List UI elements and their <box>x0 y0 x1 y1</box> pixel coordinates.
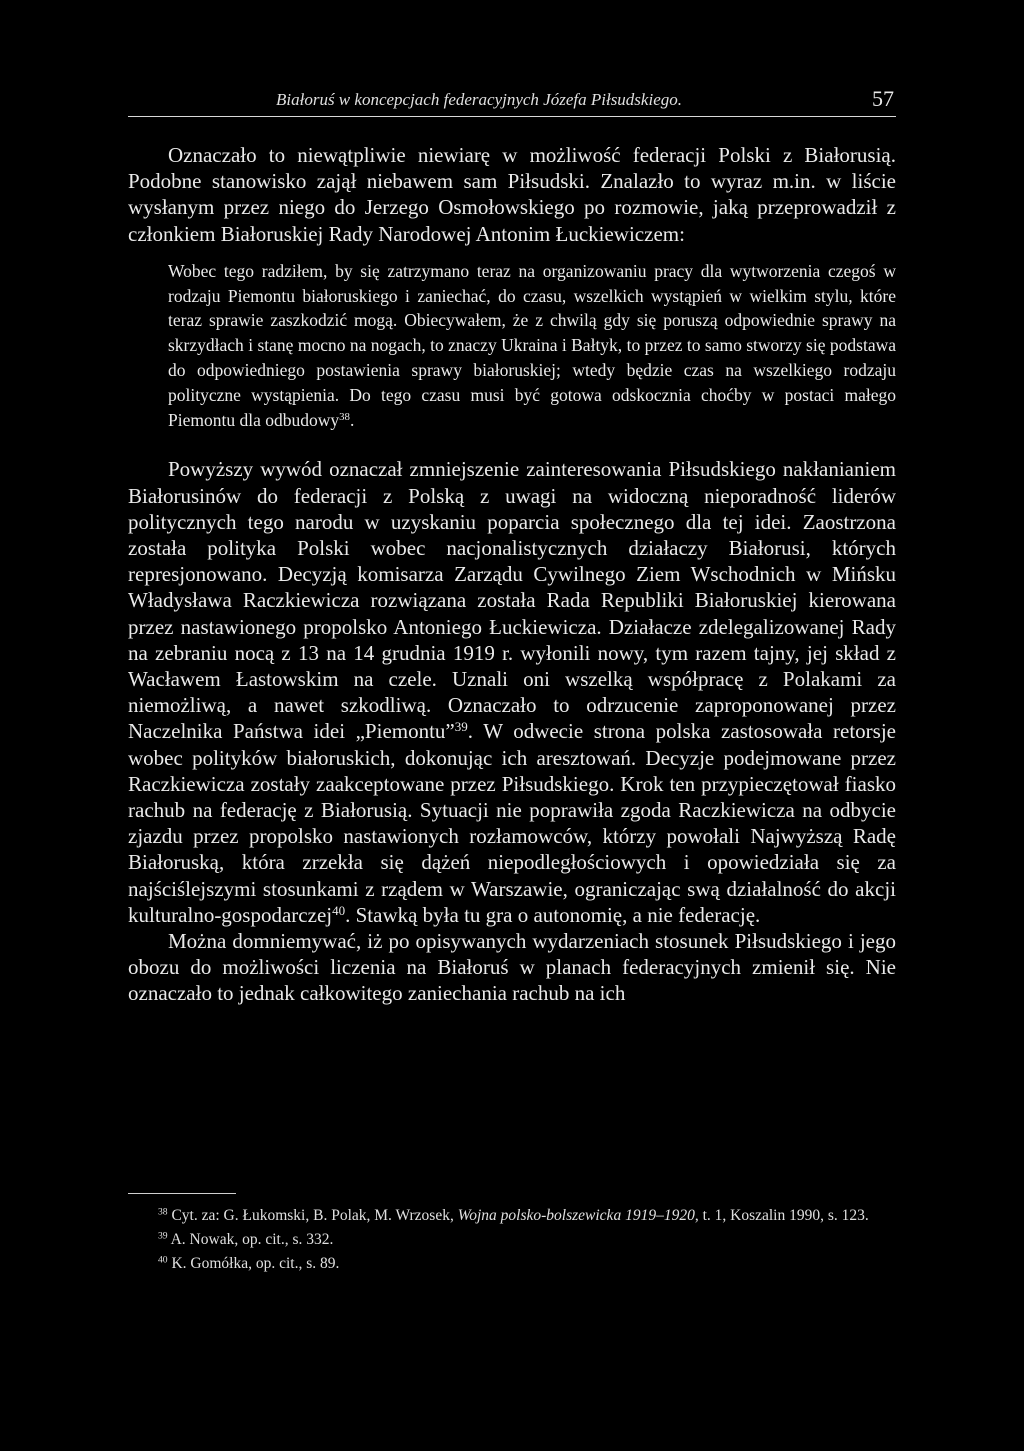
paragraph-2-part-c: . Stawką była tu gra o autonomię, a nie federację. <box>345 902 761 927</box>
footnote-ref-40: 40 <box>332 902 346 918</box>
footnote-number: 40 <box>158 1254 168 1266</box>
quote-end: . <box>349 409 355 430</box>
footnote-text: Cyt. za: G. Łukomski, B. Polak, M. Wrzosek, <box>167 1207 458 1224</box>
paragraph-2-part-b: . W odwecie strona polska zastosowała retorsje wobec polityków białoruskich, dokonując ich aresztowań. Decyzje podejmowane przez Raczkiewicza zostały zaakceptowane przez Piłsudskiego. Krok ten przypieczętował fiasko rachub na federację z Białorusią. Sytuacji nie poprawiła zgoda Raczkiewicza na odbycie zjazdu przez propolsko nastawionych rozłamowców, którzy powołali Najwyższą Radę Białoruską, która zrzekła się dążeń niepodległościowych i opowiedziała się za najściślejszymi stosunkami z rządem w Warszawie, ograniczając swą działalność do akcji kulturalno-gospodarczej <box>128 719 896 927</box>
footnote-number: 38 <box>158 1206 168 1218</box>
block-quote <box>168 259 896 433</box>
footnote-40 <box>128 1252 896 1276</box>
paragraph-1: Oznaczało to niewątpliwie niewiarę w możliwość federacji Polski z Białorusią. Podobne stanowisko zajął niebawem sam Piłsudski. Znalazło to wyraz m.in. w liście wysłanym przez niego do Jerzego Osmołowskiego po rozmowie, jaką przeprowadził z członkiem Białoruskiej Rady Narodowej Antonim Łuckiewiczem: <box>128 143 896 246</box>
footnote-text: K. Gomółka, op. cit., s. 89. <box>167 1255 340 1272</box>
paragraph-2 <box>128 456 896 928</box>
footnotes <box>128 1204 896 1276</box>
paragraph-2-part-a: Powyższy wywód oznaczał zmniejszenie zainteresowania Piłsudskiego nakłanianiem Białorusinów do federacji z Polską z uwagi na widoczną nieporadność liderów politycznych tego narodu w uzyskaniu poparcia społecznego dla tej idei. Zaostrzona została polityka Polski wobec nacjonalistycznych działaczy Białorusi, których represjonowano. Decyzją komisarza Zarządu Cywilnego Ziem Wschodnich w Mińsku Władysława Raczkiewicza rozwiązana została Rada Republiki Białoruskiej kierowana przez nastawionego propolsko Antoniego Łuckiewicza. Działacze zdelegalizowanej Rady na zebraniu nocą z 13 na 14 grudnia 1919 r. wyłonili nowy, tym razem tajny, jej skład z Wacławem Łastowskim na czele. Uznali oni wszelką współpracę z Polakami za niemożliwą, a nawet szkodliwą. Oznaczało to odrzucenie zaproponowanej przez Naczelnika Państwa idei „Piemontu” <box>128 457 896 744</box>
running-header <box>128 86 896 117</box>
footnote-ref-39: 39 <box>454 719 468 735</box>
body-text <box>128 142 896 1007</box>
footnote-number: 39 <box>158 1230 168 1242</box>
book-page <box>128 0 896 1451</box>
footnote-rule <box>128 1193 236 1194</box>
footnote-text: A. Nowak, op. cit., s. 332. <box>167 1231 334 1248</box>
footnote-38 <box>128 1204 896 1228</box>
quote-text: Wobec tego radziłem, by się zatrzymano teraz na organizowaniu pracy dla wytworzenia czegoś w rodzaju Piemontu białoruskiego i zaniechać, do czasu, wszelkich wystąpień w wielkim stylu, które teraz sprawie zaszkodzić mogą. Obiecywałem, że z chwilą gdy się poruszą odpowiednie sprawy na skrzydłach i stanę mocno na nogach, to znaczy Ukraina i Bałtyk, to przez to samo stworzy się podstawa do odpowiedniego postawienia sprawy białoruskiej; wtedy będzie czas na wszelkiego rodzaju polityczne wystąpienia. Do tego czasu musi być gotowa odskocznia choćby w postaci małego Piemontu dla odbudowy <box>168 260 896 430</box>
running-title: Białoruś w koncepcjach federacyjnych Józefa Piłsudskiego. <box>276 90 682 109</box>
paragraph-3: Można domniemywać, iż po opisywanych wydarzeniach stosunek Piłsudskiego i jego obozu do możliwości liczenia na Białoruś w planach federacyjnych zmienił się. Nie oznaczało to jednak całkowitego zaniechania rachub na ich <box>128 929 896 1006</box>
footnote-book-title: Wojna polsko-bolszewicka 1919–1920 <box>457 1207 695 1224</box>
footnote-ref-38: 38 <box>339 410 350 423</box>
footnote-text: , t. 1, Koszalin 1990, s. 123. <box>694 1207 869 1224</box>
footnote-39 <box>128 1228 896 1252</box>
page-number: 57 <box>872 86 894 111</box>
